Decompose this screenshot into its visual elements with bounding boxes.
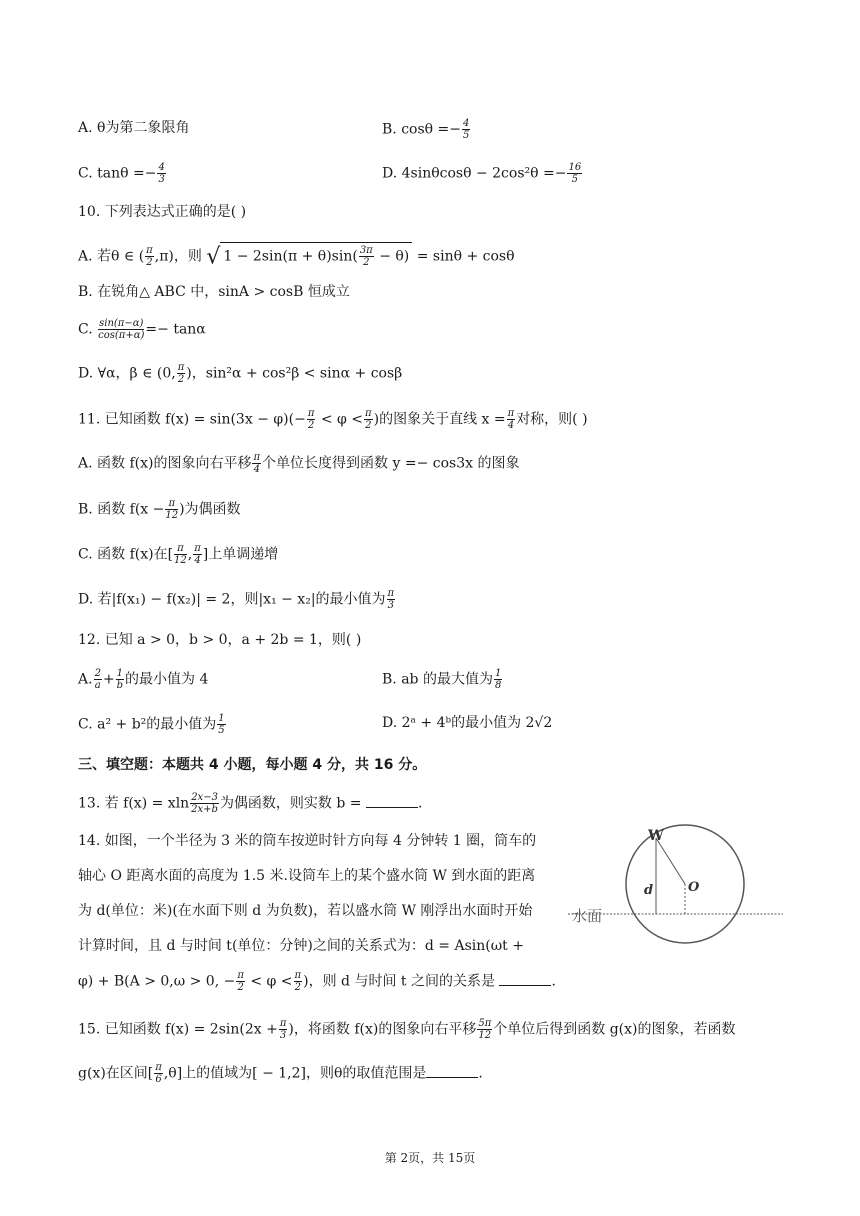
q14-line-5: φ) + B(A > 0,ω > 0, − $\frac{\pi}{2}$ < φ < $\frac{\pi}{2}$ )，则 d 与时间 t 之间的关系是 . — [78, 970, 556, 993]
q9-option-a: A. θ为第二象限角 — [78, 120, 190, 136]
label-water: 水面 — [572, 907, 603, 925]
q11-option-c: C. 函数 f(x)在[ $\frac{\pi}{12}$ , $\frac{\pi}{4}$ ]上单调递增 — [78, 543, 279, 566]
q11-stem: 11. 已知函数 f(x) = sin(3x − φ)(− $\frac{\pi}{2}$ < φ < $\frac{\pi}{2}$ )的图象关于直线 x = $\frac{\pi}{4}$ 对称，则( ) — [78, 408, 588, 431]
q13: 13. 若 f(x) = xln $\frac{2x-3}{2x+b}$ 为偶函数，则实数 b = . — [78, 792, 423, 815]
q14-line-1: 14. 如图，一个半径为 3 米的筒车按逆时针方向每 4 分钟转 1 圈，筒车的 — [78, 833, 537, 849]
q13-answer-blank — [366, 795, 418, 808]
q9-option-b: B. cosθ =− $\frac{4}{5}$ — [382, 118, 470, 141]
q14-line-3: 为 d(单位：米)(在水面下则 d 为负数)，若以盛水筒 W 刚浮出水面时开始 — [78, 903, 533, 919]
q12-option-c: C. a² + b²的最小值为 $\frac{1}{5}$ — [78, 713, 225, 736]
q14-line-2: 轴心 O 距离水面的高度为 1.5 米.设筒车上的某个盛水筒 W 到水面的距离 — [78, 868, 536, 884]
q15-line-1: 15. 已知函数 f(x) = 2sin(2x + $\frac{\pi}{3}$ )，将函数 f(x)的图象向右平移 $\frac{5\pi}{12}$ 个单位后得到函数 g(x)的图象，若函数 — [78, 1018, 736, 1041]
q15-answer-blank — [426, 1065, 478, 1078]
q12-option-a: A. $\frac{2}{a}$ + $\frac{1}{b}$ 的最小值为 4 — [78, 668, 209, 691]
q12-option-d: D. 2ᵃ + 4ᵇ的最小值为 2√2 — [382, 715, 553, 731]
q10-option-a: A. 若θ ∈ ( $\frac{\pi}{2}$ ,π)，则 √ 1 − 2sin(π + θ)sin( $\frac{3\pi}{2}$ − θ) = sinθ + cosθ — [78, 242, 515, 268]
waterwheel-figure — [568, 822, 783, 962]
section-heading-fill-in: 三、填空题：本题共 4 小题，每小题 4 分，共 16 分。 — [78, 757, 427, 773]
q11-option-a: A. 函数 f(x)的图象向右平移 $\frac{\pi}{4}$ 个单位长度得到函数 y =− cos3x 的图象 — [78, 452, 520, 475]
q11-option-b: B. 函数 f(x − $\frac{\pi}{12}$ )为偶函数 — [78, 498, 241, 521]
q9-option-d: D. 4sinθcosθ − 2cos²θ =− $\frac{16}{5}$ — [382, 162, 582, 185]
q9-option-c: C. tanθ =− $\frac{4}{3}$ — [78, 162, 165, 185]
q10-option-d: D. ∀α，β ∈ (0, $\frac{\pi}{2}$ )，sin²α + cos²β < sinα + cosβ — [78, 362, 403, 385]
q12-stem: 12. 已知 a > 0，b > 0，a + 2b = 1，则( ) — [78, 632, 362, 648]
label-W: W — [648, 828, 664, 844]
radius-line — [656, 838, 685, 884]
q12-option-b: B. ab 的最大值为 $\frac{1}{8}$ — [382, 668, 502, 691]
label-d: d — [644, 883, 654, 898]
q14-answer-blank — [499, 973, 551, 986]
q15-line-2: g(x)在区间[ $\frac{\pi}{6}$ ,θ]上的值域为[ − 1,2]，则θ的取值范围是 . — [78, 1062, 483, 1085]
q10-option-b: B. 在锐角△ ABC 中，sinA > cosB 恒成立 — [78, 284, 350, 300]
label-O: O — [688, 880, 700, 895]
q11-option-d: D. 若|f(x₁) − f(x₂)| = 2，则|x₁ − x₂|的最小值为 $\frac{\pi}{3}$ — [78, 588, 395, 611]
q10-option-c: C. $\frac{\sin(\pi-\alpha)}{\cos(\pi+\alpha)}$ =− tanα — [78, 318, 206, 341]
q14-line-4: 计算时间，且 d 与时间 t(单位：分钟)之间的关系式为：d = Asin(ωt + — [78, 938, 524, 954]
page-footer: 第 2页，共 15页 — [384, 1151, 476, 1165]
q10-stem: 10. 下列表达式正确的是( ) — [78, 204, 247, 220]
